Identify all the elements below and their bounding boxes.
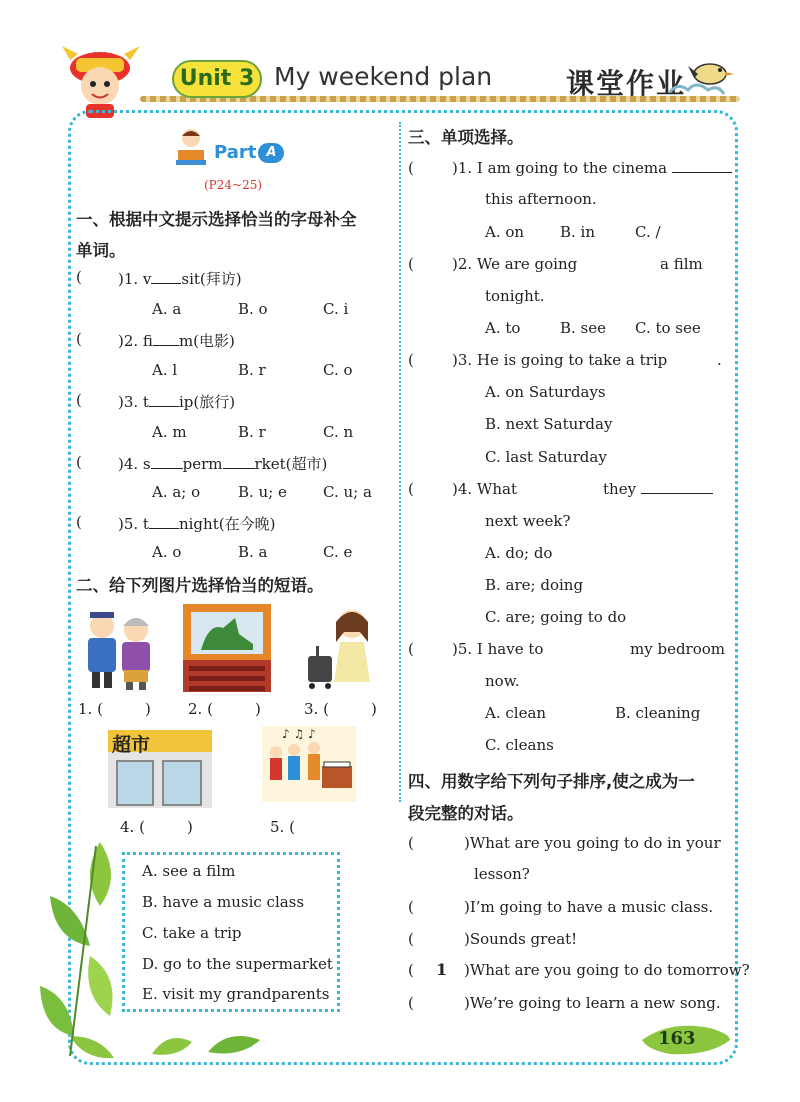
s4-line4-text: )What are you going to do tomorrow? xyxy=(464,961,750,979)
pic2-label-close: ) xyxy=(254,700,261,718)
s4-line1-paren: ( xyxy=(408,834,414,852)
pic4-label-close: ) xyxy=(186,818,193,836)
s4-line4-answer: 1 xyxy=(436,960,448,979)
s3-q3-stem: )3. He is going to take a trip xyxy=(452,351,668,369)
section4-heading-cont: 段完整的对话。 xyxy=(408,804,524,823)
s3-q3-opt-b: B. next Saturday xyxy=(485,415,613,433)
phrase-option-a: A. see a film xyxy=(142,862,236,880)
unit-title: My weekend plan xyxy=(274,62,493,91)
phrase-option-e: E. visit my grandparents xyxy=(142,985,330,1003)
s1-q5 xyxy=(118,513,275,534)
s3-q4-mid xyxy=(603,480,713,498)
s3-q3-tail: . xyxy=(717,351,722,369)
s3-q4-blank[interactable] xyxy=(641,480,713,494)
s3-q4-opt-b: B. are; doing xyxy=(485,576,584,594)
section4-heading: 四、用数字给下列句子排序,使之成为一 xyxy=(408,772,695,791)
music-class-picture xyxy=(262,726,356,802)
s3-q2-opt-b: B. see xyxy=(560,319,607,337)
pic3-label-open: 3. ( xyxy=(304,700,329,718)
s1-q4 xyxy=(118,453,327,474)
s3-q3-opt-a: A. on Saturdays xyxy=(485,383,606,401)
s1-q3-opt-c: C. n xyxy=(323,423,354,441)
pic2-label-open: 2. ( xyxy=(188,700,213,718)
s1-q3-opt-a: A. m xyxy=(152,423,187,441)
page-reference: (P24~25) xyxy=(204,178,263,192)
s1-q4-mid: perm xyxy=(182,455,223,473)
column-divider xyxy=(399,122,401,802)
mascot-boy-illustration xyxy=(54,38,146,120)
supermarket-picture xyxy=(108,730,212,808)
s1-q2 xyxy=(118,330,235,351)
s1-q1-blank[interactable] xyxy=(151,270,181,284)
s3-q5-stem: )5. I have to xyxy=(452,640,544,658)
s3-q2-line2: tonight. xyxy=(485,287,545,305)
pic4-label xyxy=(120,818,193,836)
s1-q5-paren: ( xyxy=(76,513,82,531)
phrase-option-b: B. have a music class xyxy=(142,893,305,911)
s1-q1-opt-b: B. o xyxy=(238,300,268,318)
s1-q2-paren: ( xyxy=(76,330,82,348)
s1-q3-blank[interactable] xyxy=(149,393,179,407)
s3-q5-opt-c: C. cleans xyxy=(485,736,554,754)
s1-q4-paren: ( xyxy=(76,453,82,471)
section1-heading: 一、根据中文提示选择恰当的字母补全 xyxy=(76,210,357,229)
supermarket-sign: 超市 xyxy=(112,734,151,756)
s4-line4-paren: ( xyxy=(408,961,414,979)
s1-q5-start: )5. t xyxy=(118,515,149,533)
section2-heading: 二、给下列图片选择恰当的短语。 xyxy=(76,576,324,595)
classwork-label: 课堂作业 xyxy=(566,67,687,100)
s3-q4-stem: )4. What xyxy=(452,480,517,498)
phrase-option-c: C. take a trip xyxy=(142,924,242,942)
s1-q4-blank-2[interactable] xyxy=(223,455,255,469)
s3-q1-stem: )1. I am going to the cinema xyxy=(452,159,668,177)
part-label: Part xyxy=(214,142,257,163)
s4-line2-paren: ( xyxy=(408,898,414,916)
s1-q2-blank[interactable] xyxy=(153,332,179,346)
bird-cloud-illustration xyxy=(664,52,744,110)
pic3-label-close: ) xyxy=(370,700,377,718)
s1-q2-start: )2. fi xyxy=(118,332,153,350)
s1-q1 xyxy=(118,268,242,289)
svg-text:♪ ♫ ♪: ♪ ♫ ♪ xyxy=(282,727,316,741)
unit-badge: Unit 3 xyxy=(172,60,262,98)
s1-q1-end: sit(拜访) xyxy=(181,270,242,288)
section1-heading-cont: 单词。 xyxy=(76,241,126,260)
trip-girl-picture xyxy=(300,602,386,692)
s4-line2-text: )I’m going to have a music class. xyxy=(464,898,714,916)
s1-q5-blank[interactable] xyxy=(149,515,179,529)
s1-q2-opt-b: B. r xyxy=(238,361,266,379)
pic1-label-close: ) xyxy=(144,700,151,718)
s3-q4-opt-a: A. do; do xyxy=(485,544,553,562)
part-letter-badge: A xyxy=(258,143,284,163)
s3-q5-opt-a: A. clean xyxy=(485,704,547,722)
phrase-option-d: D. go to the supermarket xyxy=(142,955,333,973)
reading-girl-icon xyxy=(172,126,210,168)
s1-q4-start: )4. s xyxy=(118,455,151,473)
s1-q3-start: )3. t xyxy=(118,393,149,411)
s1-q5-end: night(在今晚) xyxy=(178,515,276,533)
s1-q1-start: )1. v xyxy=(118,270,152,288)
s3-q4-paren: ( xyxy=(408,480,414,498)
s1-q2-opt-c: C. o xyxy=(323,361,353,379)
s3-q4-opt-c: C. are; going to do xyxy=(485,608,627,626)
s4-line3-text: )Sounds great! xyxy=(464,930,578,948)
page-number-leaf xyxy=(640,1020,732,1058)
s3-q4-tail: they xyxy=(603,480,637,498)
s1-q4-opt-b: B. u; e xyxy=(238,483,287,501)
s1-q4-opt-a: A. a; o xyxy=(152,483,201,501)
s1-q3-opt-b: B. r xyxy=(238,423,266,441)
s3-q1-opt-b: B. in xyxy=(560,223,596,241)
s1-q5-opt-b: B. a xyxy=(238,543,268,561)
part-title xyxy=(214,142,284,163)
s3-q1 xyxy=(452,159,732,177)
page-number: 163 xyxy=(658,1028,696,1049)
s1-q3-end: ip(旅行) xyxy=(178,393,236,411)
s1-q1-opt-a: A. a xyxy=(152,300,182,318)
s3-q4-line2: next week? xyxy=(485,512,571,530)
s4-line5-text: )We’re going to learn a new song. xyxy=(464,994,721,1012)
s1-q3-paren: ( xyxy=(76,391,82,409)
s1-q1-paren: ( xyxy=(76,268,82,286)
s3-q1-line2: this afternoon. xyxy=(485,190,597,208)
section3-heading: 三、单项选择。 xyxy=(408,128,524,147)
leaf-decoration-bottom xyxy=(148,1024,268,1060)
s4-line3-paren: ( xyxy=(408,930,414,948)
s3-q5-opt-b: B. cleaning xyxy=(615,704,701,722)
s3-q3-opt-c: C. last Saturday xyxy=(485,448,607,466)
pic3-label xyxy=(304,700,377,718)
s3-q2-opt-c: C. to see xyxy=(635,319,701,337)
s1-q2-opt-a: A. l xyxy=(152,361,178,379)
s1-q4-end: rket(超市) xyxy=(254,455,328,473)
s1-q4-opt-c: C. u; a xyxy=(323,483,372,501)
s3-q1-opt-c: C. / xyxy=(635,223,661,241)
pic1-label xyxy=(78,700,151,718)
s4-line1-cont: lesson? xyxy=(474,865,530,883)
s1-q5-opt-c: C. e xyxy=(323,543,353,561)
s3-q2-paren: ( xyxy=(408,255,414,273)
s3-q1-blank[interactable] xyxy=(672,159,732,173)
s3-q2-tail: a film xyxy=(660,255,703,273)
s3-q5-tail: my bedroom xyxy=(630,640,726,658)
s3-q1-paren: ( xyxy=(408,159,414,177)
s3-q5-paren: ( xyxy=(408,640,414,658)
s3-q2-stem: )2. We are going xyxy=(452,255,578,273)
leaf-decoration xyxy=(30,836,126,1062)
s1-q4-blank-1[interactable] xyxy=(151,455,183,469)
s1-q5-opt-a: A. o xyxy=(152,543,182,561)
s1-q1-opt-c: C. i xyxy=(323,300,349,318)
s4-line1-text: )What are you going to do in your xyxy=(464,834,721,852)
s3-q3-paren: ( xyxy=(408,351,414,369)
s3-q1-opt-a: A. on xyxy=(485,223,525,241)
pic4-label-open: 4. ( xyxy=(120,818,145,836)
s3-q2-opt-a: A. to xyxy=(485,319,521,337)
pic5-label-open: 5. ( xyxy=(270,818,295,836)
pic5-label xyxy=(270,818,315,836)
s1-q3 xyxy=(118,391,235,412)
s1-q2-end: m(电影) xyxy=(178,332,235,350)
s3-q5-line2: now. xyxy=(485,672,520,690)
s4-line5-paren: ( xyxy=(408,994,414,1012)
grandparents-picture xyxy=(76,604,162,692)
cinema-picture xyxy=(183,604,271,692)
pic2-label xyxy=(188,700,261,718)
pic1-label-open: 1. ( xyxy=(78,700,103,718)
